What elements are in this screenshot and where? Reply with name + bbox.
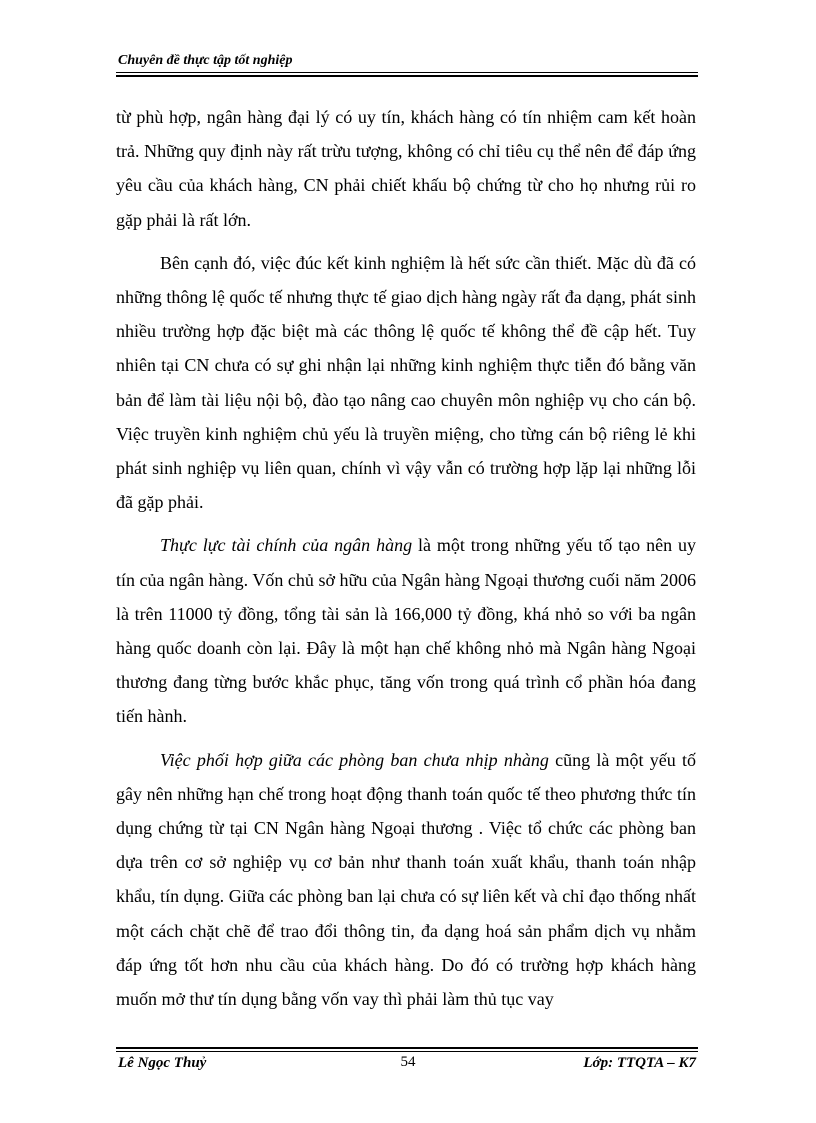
page-number: 54 [400,1054,416,1070]
paragraph [116,246,696,520]
paragraph-lead-italic: Việc phối hợp giữa các phòng ban chưa nhịp nhàng [160,749,549,770]
paragraph-text: Bên cạnh đó, việc đúc kết kinh nghiệm là hết sức cần thiết. Mặc dù đã có những thông lệ quốc tế nhưng thực tế giao dịch hàng ngày rất đa dạng, phát sinh nhiều trường hợp đặc biệt mà các thông lệ quốc tế không thể đề cập hết. Tuy nhiên tại CN chưa có sự ghi nhận lại những kinh nghiệm thực tiễn đó bằng văn bản để làm tài liệu nội bộ, đào tạo nâng cao chuyên môn nghiệp vụ cho cán bộ. Việc truyền kinh nghiệm chủ yếu là truyền miệng, cho từng cán bộ riêng lẻ khi phát sinh nghiệp vụ liên quan, chính vì vậy vẫn có trường hợp lặp lại những lỗi đã gặp phải. [116,252,696,513]
footer-rule-thick [116,1047,698,1049]
paragraph [116,743,696,1017]
header-title: Chuyên đề thực tập tốt nghiệp [118,53,293,68]
paragraph [116,100,696,237]
paragraph [116,528,696,733]
paragraph-text: cũng là một yếu tố gây nên những hạn chế trong hoạt động thanh toán quốc tế theo phương thức tín dụng chứng từ tại CN Ngân hàng Ngoại thương . Việc tổ chức các phòng ban dựa trên cơ sở nghiệp vụ cơ bản như thanh toán xuất khẩu, thanh toán nhập khẩu, tín dụng. Giữa các phòng ban lại chưa có sự liên kết và chỉ đạo thống nhất một cách chặt chẽ để trao đổi thông tin, đa dạng hoá sản phẩm dịch vụ nhằm đáp ứng tốt hơn nhu cầu của khách hàng. Do đó có trường hợp khách hàng muốn mở thư tín dụng bằng vốn vay thì phải làm thủ tục vay [116,749,696,1010]
paragraph-text: từ phù hợp, ngân hàng đại lý có uy tín, khách hàng có tín nhiệm cam kết hoàn trả. Những quy định này rất trừu tượng, không có chỉ tiêu cụ thể nên để đáp ứng yêu cầu của khách hàng, CN phải chiết khấu bộ chứng từ cho họ nhưng rủi ro gặp phải là rất lớn. [116,107,696,230]
body-text [116,100,696,1025]
paragraph-text: là một trong những yếu tố tạo nên uy tín của ngân hàng. Vốn chủ sở hữu của Ngân hàng Ngoại thương cuối năm 2006 là trên 11000 tỷ đồng, tổng tài sản là 166,000 tỷ đồng, khá nhỏ so với ba ngân hàng quốc doanh còn lại. Đây là một hạn chế không nhỏ mà Ngân hàng Ngoại thương đang từng bước khắc phục, tăng vốn trong quá trình cổ phần hóa đang tiến hành. [116,535,696,727]
paragraph-lead-italic: Thực lực tài chính của ngân hàng [160,535,413,556]
footer-author: Lê Ngọc Thuỷ [118,1055,207,1071]
footer-rule-thin [116,1051,698,1052]
footer-class-label: Lớp: TTQTA – K7 [583,1055,696,1071]
header-rule-thin [116,72,698,73]
header-rule-thick [116,75,698,77]
